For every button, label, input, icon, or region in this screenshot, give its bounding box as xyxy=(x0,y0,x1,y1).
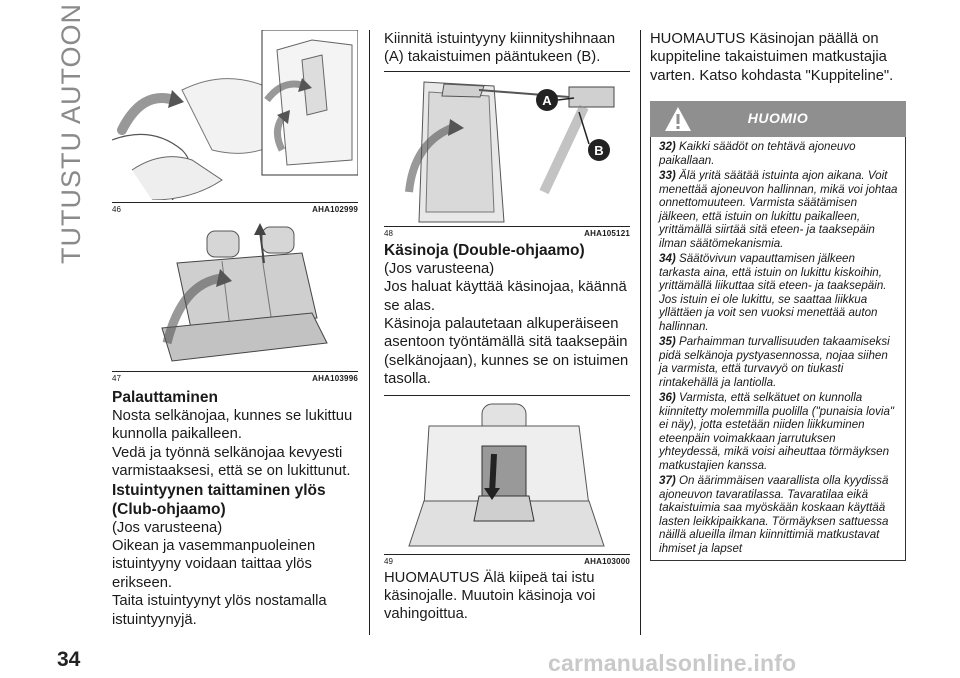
figure-48-caption xyxy=(384,226,630,241)
paragraph: Kiinnitä istuintyyny kiinnityshihnaan (A) takaistuimen pääntukeen (B). xyxy=(384,31,616,66)
column-divider xyxy=(369,30,370,635)
column-3 xyxy=(650,30,906,561)
paragraph: Oikean ja vasemmanpuoleinen istuintyyny voidaan taittaa ylös erikseen. xyxy=(112,538,316,591)
column-1 xyxy=(112,30,358,629)
warning-item: 32) Kaikki säädöt on tehtävä ajoneuvo paikallaan. xyxy=(659,140,856,167)
figure-number: 48 xyxy=(384,228,393,238)
figure-46-caption xyxy=(112,202,358,217)
figure-code: AHA105121 xyxy=(584,228,630,238)
paragraph: Vedä ja työnnä selkänojaa kevyesti varmistaaksesi, että se on lukittunut. xyxy=(112,444,351,480)
chapter-side-title: TUTUSTU AUTOON xyxy=(56,2,86,264)
heading-club-cushion: Istuintyynen taittaminen ylös (Club-ohjaamo) xyxy=(112,481,326,518)
figure-47 xyxy=(112,223,358,386)
figure-number: 49 xyxy=(384,556,393,566)
paragraph: Jos haluat käyttää käsinojaa, käännä se alas. xyxy=(384,279,627,314)
cushion-strap-illustration xyxy=(384,72,630,224)
figure-49 xyxy=(384,395,630,569)
figure-code: AHA102999 xyxy=(312,205,358,214)
warning-title: HUOMIO xyxy=(747,110,809,127)
warning-list xyxy=(650,137,906,561)
seat-lever-illustration xyxy=(112,30,358,200)
figure-46 xyxy=(112,30,358,217)
paragraph: HUOMAUTUS Käsinojan päällä on kuppiteline takaistuimen matkustajia varten. Katso kohdasta "Kuppiteline". xyxy=(650,31,894,84)
warning-header xyxy=(650,101,906,137)
warning-item: 36) Varmista, että selkätuet on kunnolla kiinnitetty molemmilla puolilla ("punaisia lovia" ei näy), jotta estetään niiden liikkuminen eteenpäin voimakkaan jarrutuksen yhteydessä, mikä voisi aiheuttaa törmäyksen matkustajien kanssa. xyxy=(659,391,895,472)
figure-number: 46 xyxy=(112,205,121,214)
figure-code: AHA103000 xyxy=(584,556,630,566)
paragraph: Nosta selkänojaa, kunnes se lukittuu kunnolla paikalleen. xyxy=(112,408,353,443)
figure-47-caption xyxy=(112,371,358,386)
warning-item: 35) Parhaimman turvallisuuden takaamiseksi pidä selkänoja pystyasennossa, nojaa siihen ja varmista, että turvavyö on tiukasti rintakehällä ja lantiolla. xyxy=(659,335,890,389)
page-number: 34 xyxy=(57,648,81,671)
figure-48 xyxy=(384,71,630,241)
paragraph: Käsinoja palautetaan alkuperäiseen asentoon työntämällä sitä taaksepäin (selkänojaan), kunnes se on istuimen tasolla. xyxy=(384,316,629,388)
warning-item: 34) Säätövivun vapauttamisen jälkeen tarkasta aina, että istuin on lukittu kiskoihin, yrittämällä liikuttaa sitä eteen- ja taaksepäin. Jos istuin ei ole lukittu, se saattaa liikkua yllättäen ja voit sen vuoksi menettää auton hallinnan. xyxy=(659,252,887,333)
rear-bench-seat-illustration xyxy=(112,223,358,369)
figure-49-caption xyxy=(384,554,630,569)
paragraph: HUOMAUTUS Älä kiipeä tai istu käsinojalle. Muutoin käsinoja voi vahingoittua. xyxy=(384,569,596,623)
column-2 xyxy=(384,30,630,624)
heading-restore: Palauttaminen xyxy=(112,389,218,406)
watermark: carmanualsonline.info xyxy=(548,650,797,676)
column-divider xyxy=(640,30,641,635)
paragraph: (Jos varusteena) xyxy=(384,260,495,277)
paragraph: (Jos varusteena) xyxy=(112,519,223,536)
heading-armrest: Käsinoja (Double-ohjaamo) xyxy=(384,241,585,259)
paragraph: Taita istuintyynyt ylös nostamalla istuintyynyjä. xyxy=(112,593,327,628)
label-a: A xyxy=(542,92,552,108)
warning-item: 33) Älä yritä säätää istuinta ajon aikana. Voit menettää ajoneuvon hallinnan, mikä voi johtaa onnettomuuteen. Varmista säätämisen jälkeen, että istuin on lukittu paikalleen, yrittämällä siirtää sitä eteen- ja taaksepäin ilman säätömekanismia. xyxy=(659,169,898,250)
figure-code: AHA103996 xyxy=(312,374,358,383)
warning-item: 37) On äärimmäisen vaarallista olla kyydissä ajoneuvon tavaratilassa. Tavaratilaa eikä takaistuimia saa myöskään koskaan käyttää lasten leikkipaikkana. Törmäyksen sattuessa näillä alueilla ilman kiinnittimiä matkustavat ihmiset ja lapset xyxy=(659,474,889,555)
label-b: B xyxy=(594,142,604,158)
figure-number: 47 xyxy=(112,374,121,383)
armrest-illustration xyxy=(384,396,630,552)
